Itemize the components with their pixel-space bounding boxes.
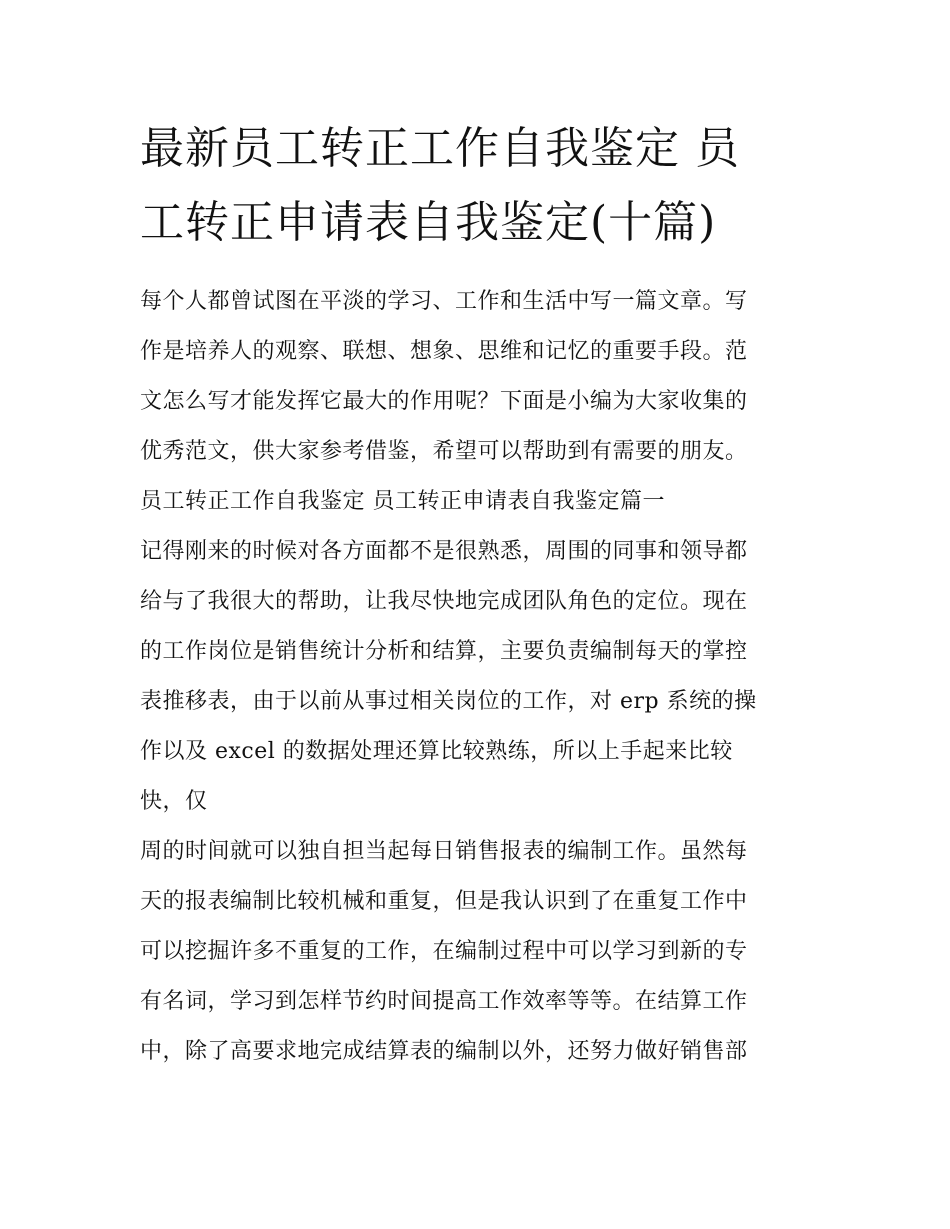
- body-line: 周的时间就可以独自担当起每日销售报表的编制工作。虽然每: [140, 839, 748, 864]
- section-heading: 员工转正工作自我鉴定 员工转正申请表自我鉴定篇一: [140, 489, 665, 514]
- body-line: 快，仅: [140, 789, 208, 814]
- document-title: [140, 112, 820, 260]
- title-line: 最新员工转正工作自我鉴定 员: [140, 123, 740, 174]
- body-line: 天的报表编制比较机械和重复，但是我认识到了在重复工作中: [140, 889, 748, 914]
- body-line: 可以挖掘许多不重复的工作，在编制过程中可以学习到新的专: [140, 939, 748, 964]
- body-line: 有名词，学习到怎样节约时间提高工作效率等等。在结算工作: [140, 989, 748, 1014]
- body-line: 优秀范文，供大家参考借鉴，希望可以帮助到有需要的朋友。: [140, 439, 748, 464]
- body-line: 文怎么写才能发挥它最大的作用呢？下面是小编为大家收集的: [140, 389, 748, 414]
- body-line: 给与了我很大的帮助，让我尽快地完成团队角色的定位。现在: [140, 589, 748, 614]
- document-body: [140, 277, 820, 1077]
- body-line: 中，除了高要求地完成结算表的编制以外，还努力做好销售部: [140, 1039, 748, 1064]
- title-line: 工转正申请表自我鉴定(十篇): [140, 197, 717, 248]
- body-line: 记得刚来的时候对各方面都不是很熟悉，周围的同事和领导都: [140, 539, 748, 564]
- body-line: 作是培养人的观察、联想、想象、思维和记忆的重要手段。范: [140, 339, 748, 364]
- body-line: 表推移表，由于以前从事过相关岗位的工作，对 erp 系统的操: [140, 689, 757, 714]
- body-line: 作以及 excel 的数据处理还算比较熟练，所以上手起来比较: [140, 739, 733, 764]
- body-line: 的工作岗位是销售统计分析和结算，主要负责编制每天的掌控: [140, 639, 748, 664]
- body-line: 每个人都曾试图在平淡的学习、工作和生活中写一篇文章。写: [140, 289, 748, 314]
